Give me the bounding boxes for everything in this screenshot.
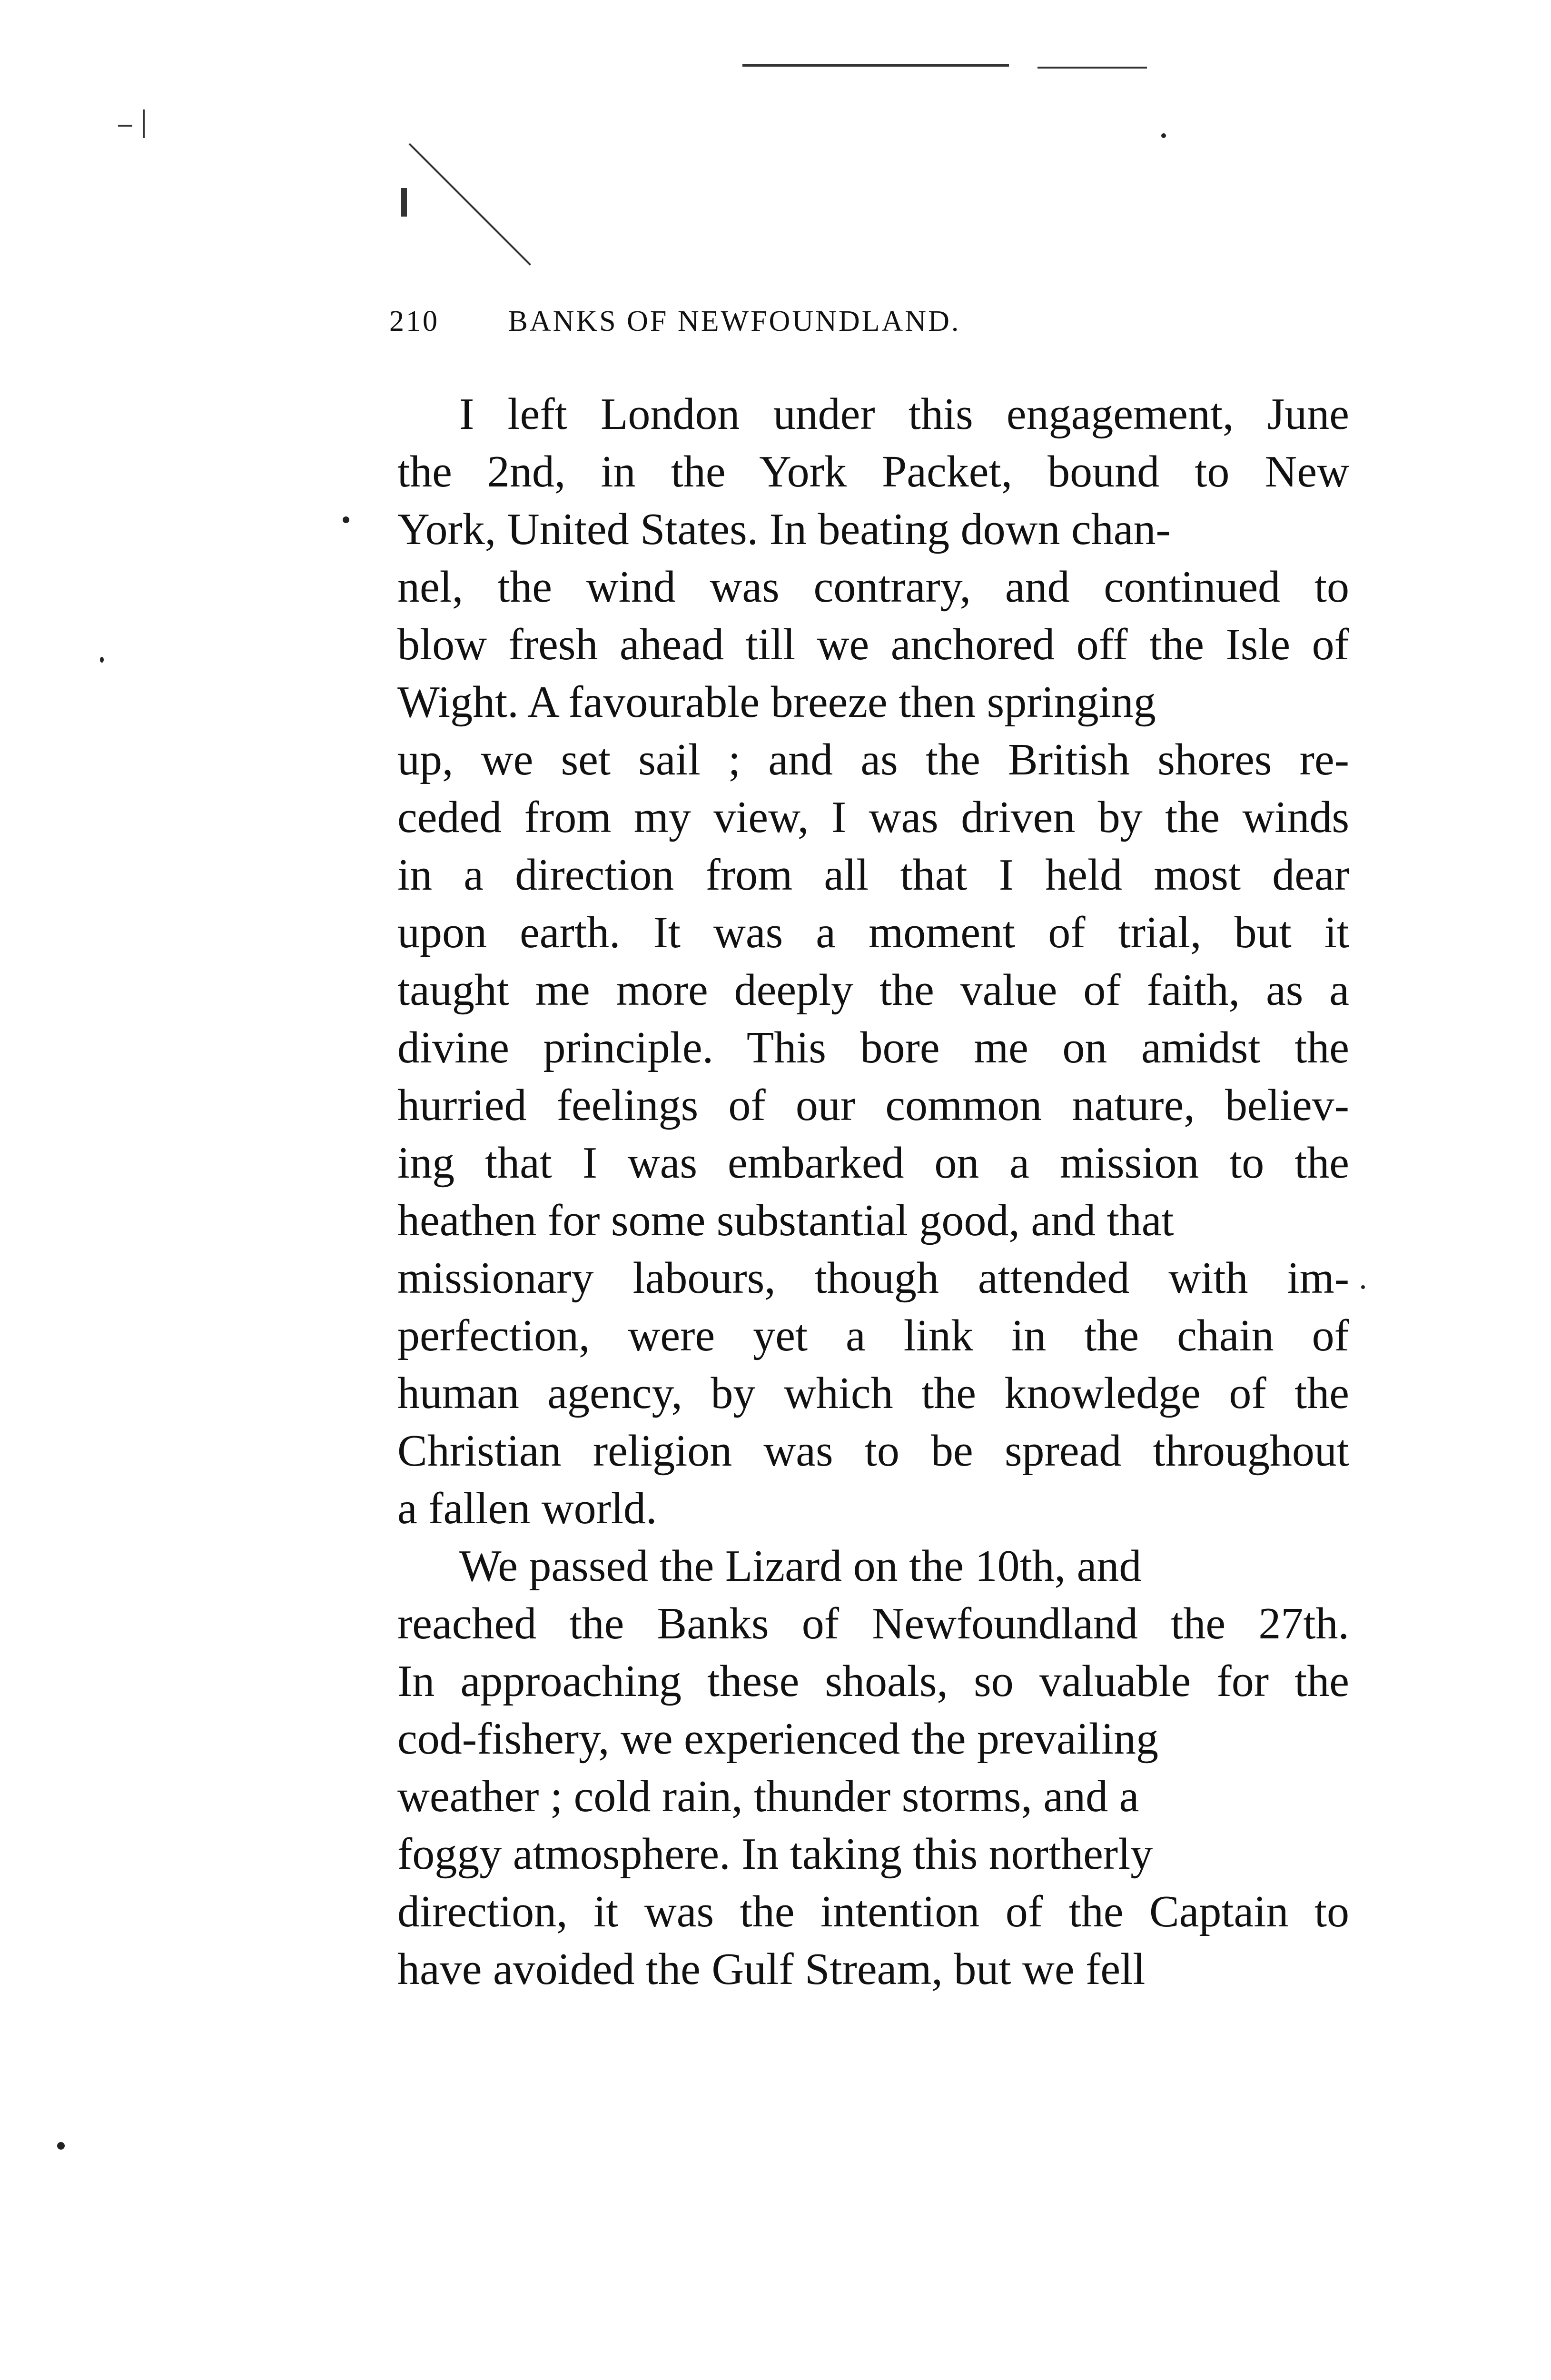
scan-mark (143, 109, 145, 138)
text-line: nel, the wind was contrary, and continued to (397, 562, 1349, 612)
page-header (389, 298, 1341, 345)
text-line: the 2nd, in the York Packet, bound to New (397, 447, 1349, 496)
text-line: taught me more deeply the value of faith, as a (397, 965, 1349, 1015)
scan-speck (1161, 133, 1166, 138)
running-head: BANKS OF NEWFOUNDLAND. (508, 305, 961, 337)
text-line: in a direction from all that I held most dear (397, 850, 1349, 900)
text-line: York, United States. In beating down chan- (397, 505, 1171, 554)
text-line: weather ; cold rain, thunder storms, and a (397, 1772, 1139, 1821)
text-line: have avoided the Gulf Stream, but we fell (397, 1944, 1146, 1994)
text-line: upon earth. It was a moment of trial, but it (397, 908, 1350, 957)
text-line: hurried feelings of our common nature, believ- (397, 1081, 1349, 1130)
text-line: up, we set sail ; and as the British shores re- (397, 735, 1349, 784)
page-number: 210 (389, 305, 439, 337)
text-line: cod-fishery, we experienced the prevailing (397, 1714, 1159, 1764)
text-line: Christian religion was to be spread throughout (397, 1426, 1349, 1476)
text-line: blow fresh ahead till we anchored off the Isle of (397, 620, 1349, 669)
scan-speck (1361, 1285, 1365, 1289)
text-line: heathen for some substantial good, and that (397, 1196, 1174, 1245)
body-text (397, 386, 1349, 1998)
text-line: a fallen world. (397, 1484, 657, 1533)
text-line: direction, it was the intention of the Captain to (397, 1887, 1349, 1936)
text-line: In approaching these shoals, so valuable for the (397, 1656, 1349, 1706)
text-line: reached the Banks of Newfoundland the 27th. (397, 1599, 1349, 1648)
text-line: human agency, by which the knowledge of the (397, 1368, 1349, 1418)
text-line: foggy atmosphere. In taking this northerly (397, 1829, 1153, 1879)
text-line: We passed the Lizard on the 10th, and (459, 1541, 1142, 1591)
text-line: I left London under this engagement, June (459, 389, 1349, 439)
text-line: ceded from my view, I was driven by the winds (397, 793, 1350, 842)
scan-mark (401, 188, 407, 217)
scan-mark (1037, 67, 1147, 69)
scan-speck (100, 657, 104, 663)
text-line: Wight. A favourable breeze then springing (397, 677, 1156, 727)
text-line: missionary labours, though attended with im- (397, 1253, 1350, 1303)
text-line: ing that I was embarked on a mission to the (397, 1138, 1349, 1188)
text-line: divine principle. This bore me on amidst the (397, 1023, 1349, 1072)
scan-speck (343, 516, 349, 523)
scan-mark (409, 143, 531, 266)
scan-mark (118, 125, 132, 127)
scan-speck (57, 2142, 65, 2150)
text-line: perfection, were yet a link in the chain of (397, 1311, 1349, 1360)
scan-mark (742, 64, 1009, 67)
